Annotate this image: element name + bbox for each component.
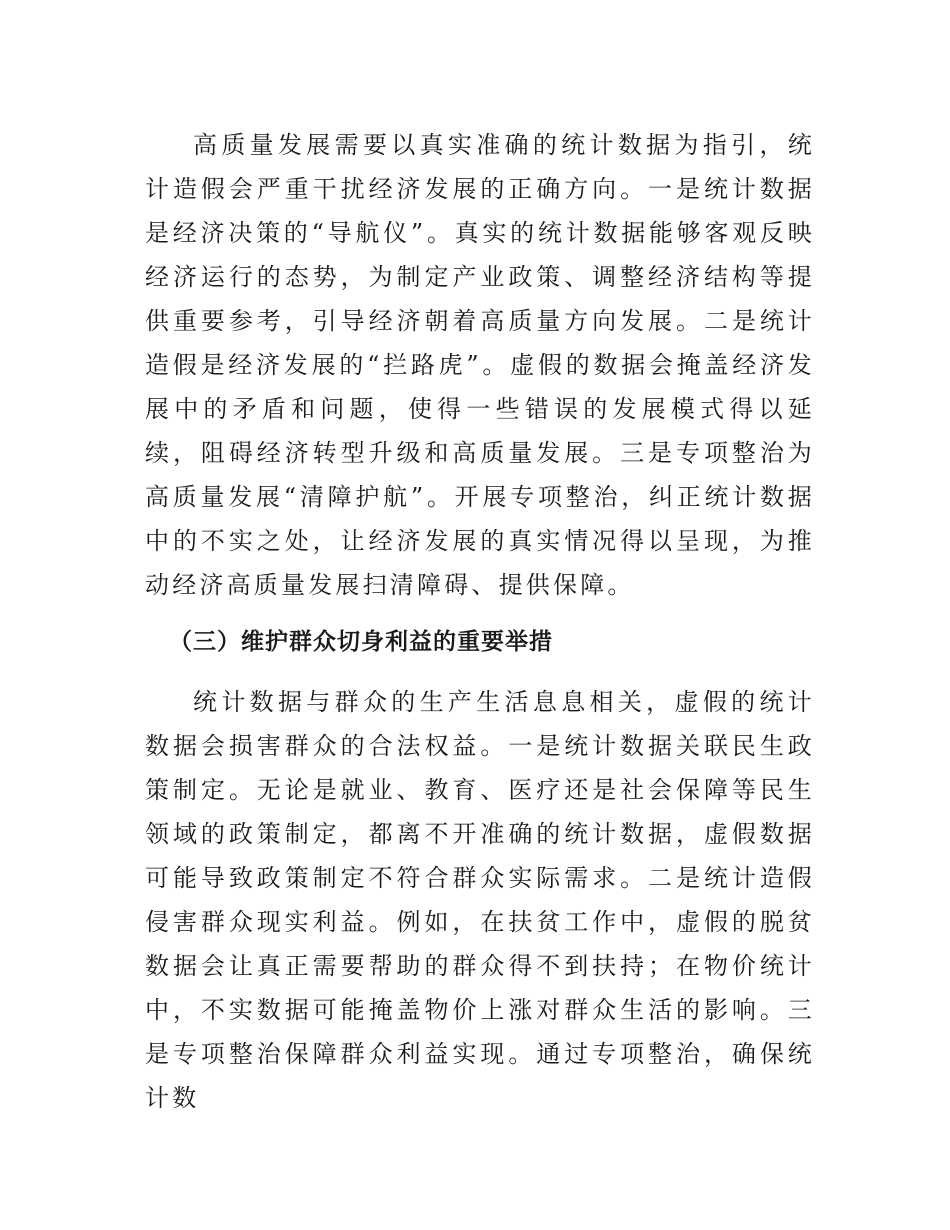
section-heading-public-interests: （三）维护群众切身利益的重要举措	[169, 629, 553, 655]
body-paragraph-economic-development: 高质量发展需要以真实准确的统计数据为指引，统计造假会严重干扰经济发展的正确方向。一是统计数据是经济决策的“导航仪”。真实的统计数据能够客观反映经济运行的态势，为制定产业政策、调整经济结构等提供重要参考，引导经济朝着高质量方向发展。二是统计造假是经济发展的“拦路虎”。虚假的数据会掩盖经济发展中的矛盾和问题，使得一些错误的发展模式得以延续，阻碍经济转型升级和高质量发展。三是专项整治为高质量发展“清障护航”。开展专项整治，纠正统计数据中的不实之处，让经济发展的真实情况得以呈现，为推动经济高质量发展扫清障碍、提供保障。	[145, 131, 815, 599]
document-body	[145, 123, 815, 1120]
body-paragraph-public-interests: 统计数据与群众的生产生活息息相关，虚假的统计数据会损害群众的合法权益。一是统计数据关联民生政策制定。无论是就业、教育、医疗还是社会保障等民生领域的政策制定，都离不开准确的统计数据，虚假数据可能导致政策制定不符合群众实际需求。二是统计造假侵害群众现实利益。例如，在扶贫工作中，虚假的脱贫数据会让真正需要帮助的群众得不到扶持；在物价统计中，不实数据可能掩盖物价上涨对群众生活的影响。三是专项整治保障群众利益实现。通过专项整治，确保统计数	[145, 688, 815, 1112]
